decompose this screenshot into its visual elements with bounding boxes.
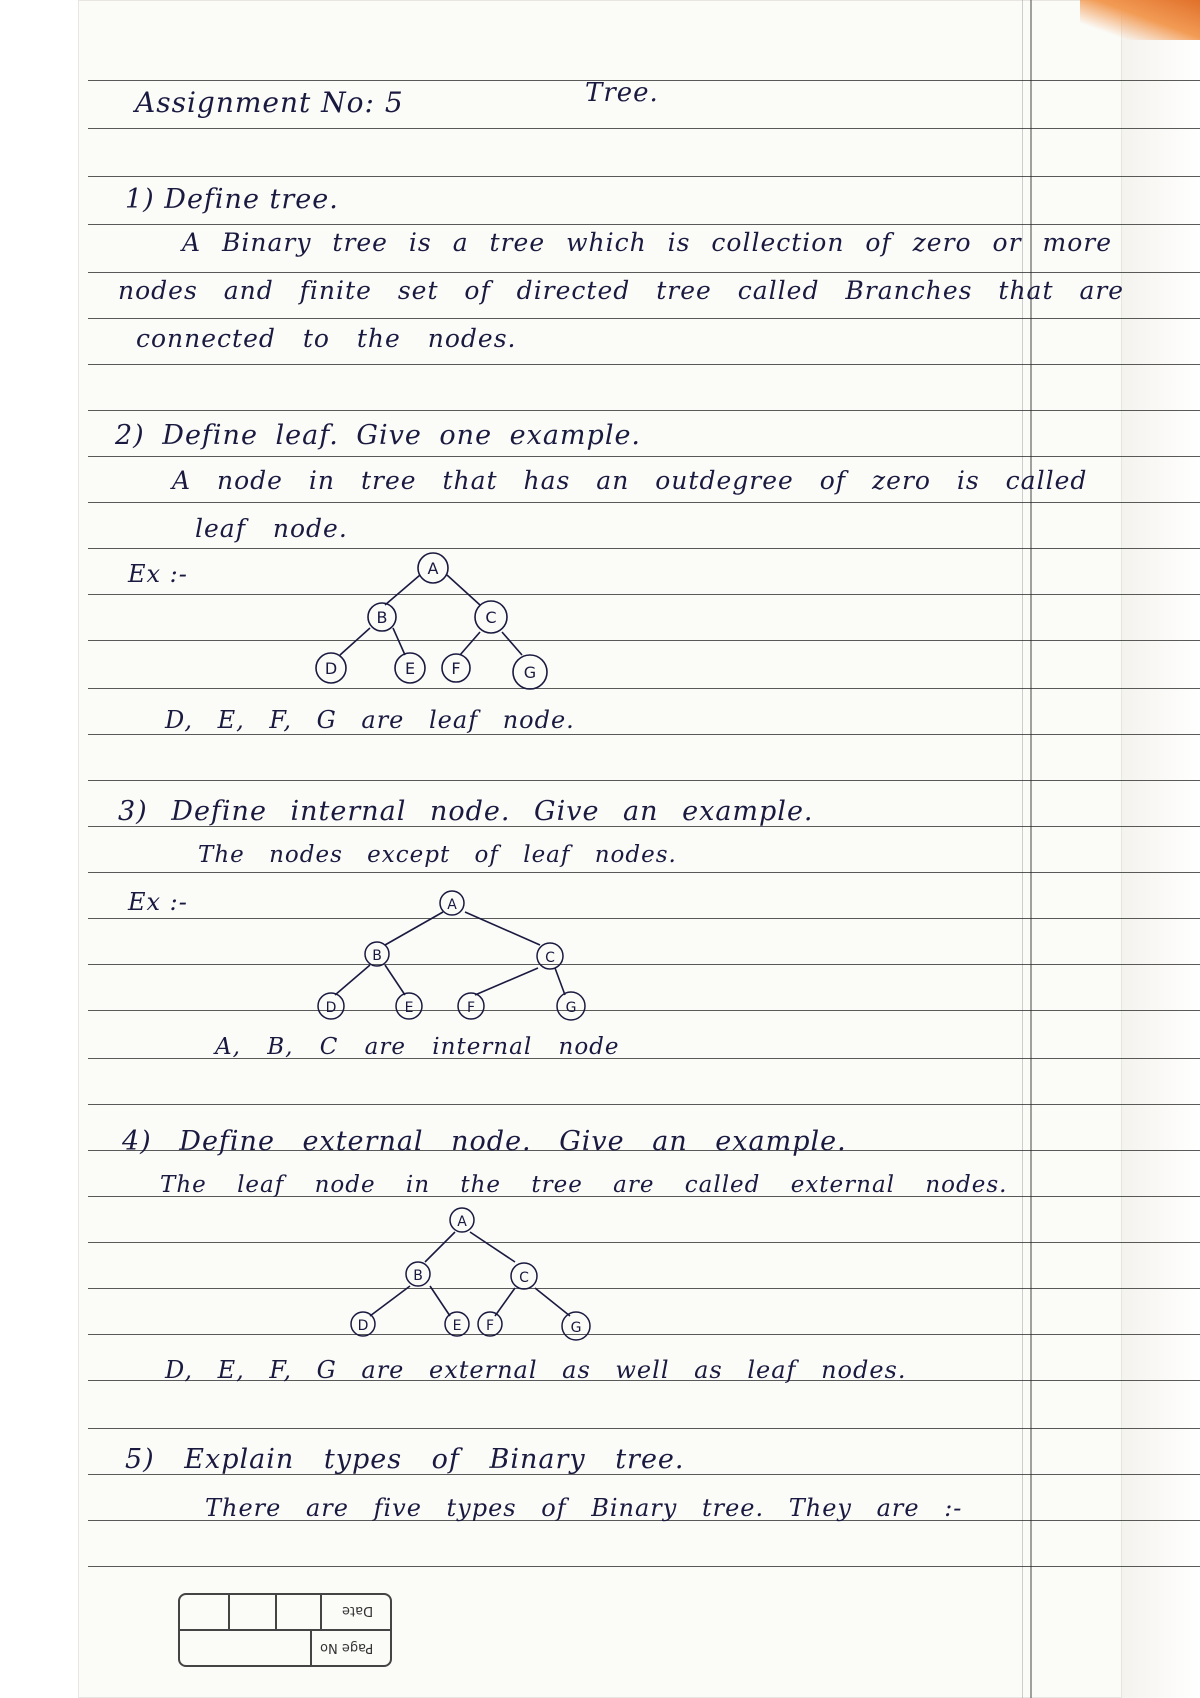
- answer-4-line-1: The leaf node in the tree are called external nodes.: [160, 1172, 1008, 1198]
- tree-node-g: [562, 1312, 590, 1340]
- svg-text:E: E: [404, 659, 416, 678]
- svg-text:D: D: [325, 1000, 337, 1016]
- svg-text:C: C: [519, 1270, 529, 1286]
- question-3: 3) Define internal node. Give an example.: [118, 796, 814, 827]
- svg-text:F: F: [485, 1318, 495, 1334]
- tree-node-f: [478, 1312, 502, 1336]
- svg-text:D: D: [357, 1318, 369, 1334]
- svg-text:E: E: [452, 1318, 462, 1334]
- ruled-line: [88, 1566, 1200, 1567]
- conclusion-2: D, E, F, G are leaf node.: [165, 706, 575, 734]
- tree-node-e: [445, 1312, 469, 1336]
- svg-text:G: G: [565, 1000, 577, 1016]
- tree-node-c: [511, 1263, 537, 1289]
- question-2: 2) Define leaf. Give one example.: [115, 420, 642, 451]
- svg-text:B: B: [372, 948, 382, 964]
- question-1: 1) Define tree.: [125, 184, 339, 215]
- conclusion-4: D, E, F, G are external as well as leaf nodes.: [165, 1356, 907, 1384]
- topic-title: Tree.: [585, 78, 659, 108]
- example-label-2: Ex :-: [128, 560, 188, 588]
- answer-1-line-3: connected to the nodes.: [136, 324, 517, 353]
- svg-text:E: E: [404, 1000, 414, 1016]
- svg-text:G: G: [570, 1320, 582, 1336]
- svg-text:C: C: [545, 950, 555, 966]
- date-page-stamp: [178, 1593, 392, 1667]
- page-number-label: Page No: [320, 1640, 374, 1655]
- answer-5-line-1: There are five types of Binary tree. They are :-: [205, 1494, 963, 1522]
- svg-text:G: G: [523, 663, 537, 682]
- example-label-3: Ex :-: [128, 888, 188, 916]
- question-4: 4) Define external node. Give an example.: [122, 1126, 847, 1157]
- svg-text:B: B: [376, 608, 388, 627]
- svg-text:A: A: [447, 897, 457, 913]
- svg-text:D: D: [324, 659, 338, 678]
- ruled-line: [88, 1428, 1200, 1429]
- svg-text:A: A: [427, 559, 439, 578]
- tree-node-b: [406, 1262, 430, 1286]
- date-label: Date: [342, 1603, 374, 1618]
- svg-text:A: A: [457, 1214, 467, 1230]
- conclusion-3: A, B, C are internal node: [215, 1034, 620, 1060]
- tree-node-d: [351, 1312, 375, 1336]
- answer-3-line-1: The nodes except of leaf nodes.: [198, 842, 677, 868]
- question-5: 5) Explain types of Binary tree.: [125, 1444, 685, 1475]
- svg-text:F: F: [466, 1000, 476, 1016]
- answer-2-line-2: leaf node.: [195, 514, 348, 543]
- answer-2-line-1: A node in tree that has an outdegree of zero is called: [172, 466, 1088, 495]
- assignment-title: Assignment No: 5: [135, 86, 404, 119]
- answer-1-line-1: A Binary tree is a tree which is collection of zero or more: [182, 228, 1113, 257]
- answer-1-line-2: nodes and finite set of directed tree called Branches that are: [118, 276, 1125, 305]
- svg-text:C: C: [485, 608, 497, 627]
- svg-text:B: B: [413, 1268, 423, 1284]
- tree-node-a: [450, 1208, 474, 1232]
- svg-text:F: F: [451, 659, 461, 678]
